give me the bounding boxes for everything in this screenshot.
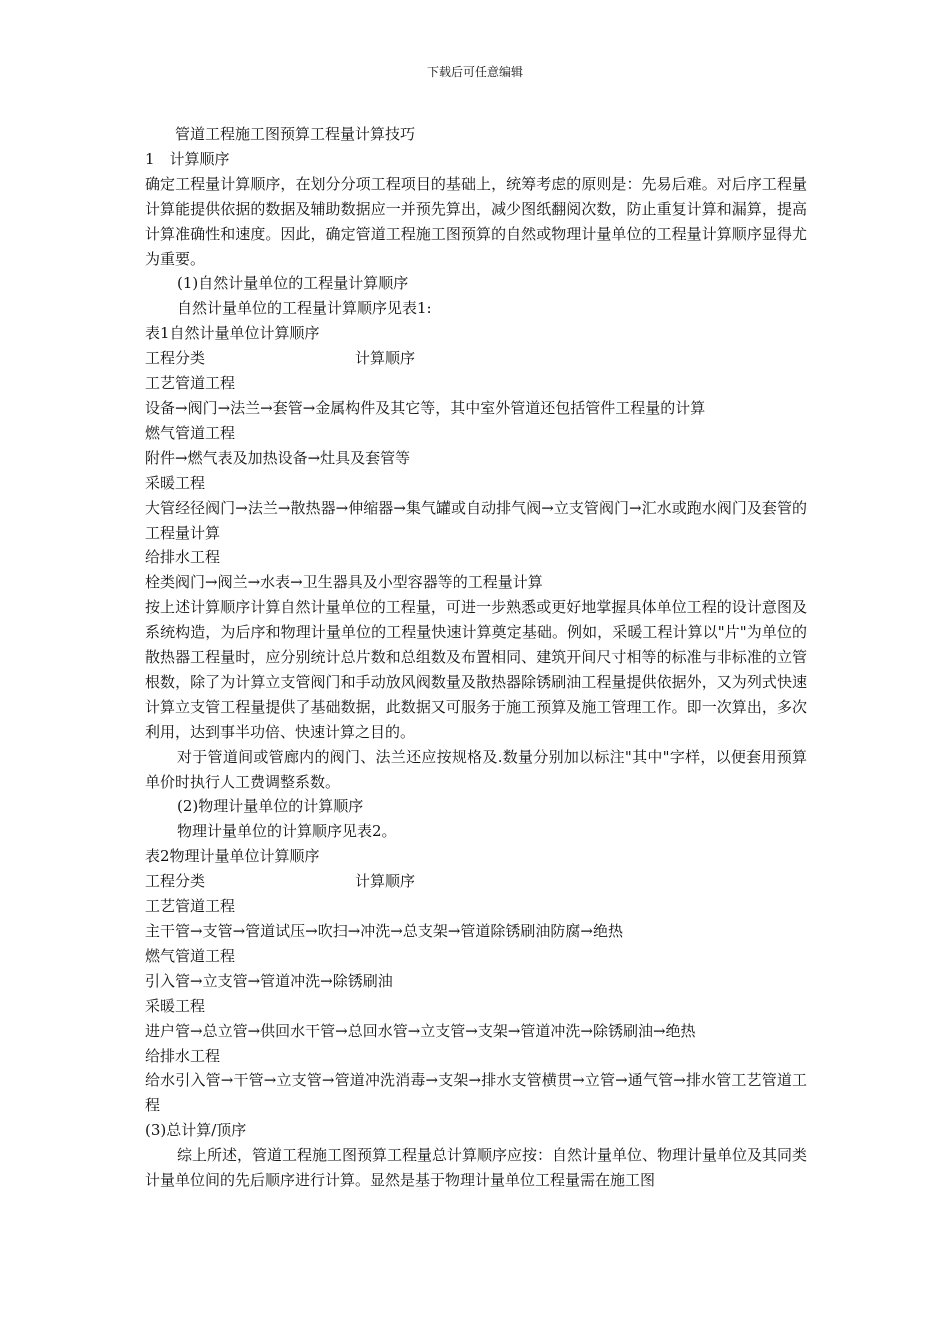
table1-row-category: 采暖工程 [145,473,206,492]
table2-row-category: 给排水工程 [145,1046,221,1065]
table1-col-category: 工程分类 [145,349,206,368]
subsection-intro-1: 自然计量单位的工程量计算顺序见表1: [177,299,432,318]
table1-row-category: 燃气管道工程 [145,423,236,442]
table2-row-order: 给水引入管→干管→立支管→管道冲洗消毒→支架→排水支管横贯→立管→通气管→排水管工艺管道工程 [145,1071,807,1115]
table2-row-category: 工艺管道工程 [145,897,236,916]
table2-row-category: 采暖工程 [145,996,206,1015]
table2-row-order: 主干管→支管→管道试压→吹扫→冲洗→总支架→管道除锈刷油防腐→绝热 [145,922,623,940]
table1-header [145,346,807,371]
section-heading: 1 计算顺序 [145,149,230,168]
table1-row-order: 设备→阀门→法兰→套管→金属构件及其它等，其中室外管道还包括管件工程量的计算 [145,398,706,417]
table1-title: 表1自然计量单位计算顺序 [145,324,320,343]
table1-row-order: 栓类阀门→阀兰→水表→卫生器具及小型容器等的工程量计算 [145,573,543,592]
table2-col-order: 计算顺序 [355,872,416,891]
page-header: 下载后可任意编辑 [426,65,523,79]
table2-header [145,869,807,894]
subsection-intro-2: 物理计量单位的计算顺序见表2。 [177,822,397,841]
table2-row-order: 引入管→立支管→管道冲洗→除锈刷油 [145,971,393,990]
table2-row-category: 燃气管道工程 [145,946,236,965]
table1-row-order: 附件→燃气表及加热设备→灶具及套管等 [145,448,411,467]
table2-col-category: 工程分类 [145,872,206,891]
table1-col-order: 计算顺序 [355,349,416,368]
table1-row-category: 工艺管道工程 [145,374,236,393]
subsection-heading-1: (1)自然计量单位的工程量计算顺序 [177,274,409,293]
table2-title: 表2物理计量单位计算顺序 [145,847,320,866]
intro-paragraph: 确定工程量计算顺序，在划分分项工程项目的基础上，统筹考虑的原则是：先易后难。对后序工程量计算能提供依据的数据及辅助数据应一并预先算出，减少图纸翻阅次数，防止重复计算和漏算，提高计算准确性和速度。因此，确定管道工程施工图预算的自然或物理计量单位的工程量计算顺序显得尤为重要。 [145,174,807,268]
subsection-heading-2: (2)物理计量单位的计算顺序 [177,797,364,816]
body-paragraph: 按上述计算顺序计算自然计量单位的工程量，可进一步熟悉或更好地掌握具体单位工程的设计意图及系统构造，为后序和物理计量单位的工程量快速计算奠定基础。例如，采暖工程计算以"片"为单位的散热器工程量时，应分别统计总片数和总组数及布置相同、建筑开间尺寸相等的标准与非标准的立管根数，除了为计算立支管阀门和手动放风阀数量及散热器除锈刷油工程量提供依据外，又为列式快速计算立支管工程量提供了基础数据，此数据又可服务于施工预算及施工管理工作。即一次算出，多次利用，达到事半功倍、快速计算之目的。 [145,598,807,741]
table1-row-order: 大管经径阀门→法兰→散热器→伸缩器→集气罐或自动排气阀→立支管阀门→汇水或跑水阀门及套管的工程量计算 [145,498,807,542]
table1-row-category: 给排水工程 [145,548,221,567]
document-body [145,122,807,1193]
document-title: 管道工程施工图预算工程量计算技巧 [175,125,416,143]
body-paragraph: 综上所述，管道工程施工图预算工程量总计算顺序应按：自然计量单位、物理计量单位及其同类计量单位间的先后顺序进行计算。显然是基于物理计量单位工程量需在施工图 [145,1146,808,1190]
subsection-heading-3: (3)总计算/顶序 [145,1121,247,1140]
body-paragraph: 对于管道间或管廊内的阀门、法兰还应按规格及.数量分别加以标注"其中"字样，以便套用预算单价时执行人工费调整系数。 [145,747,807,791]
table2-row-order: 进户管→总立管→供回水干管→总回水管→立支管→支架→管道冲洗→除锈刷油→绝热 [145,1021,696,1040]
